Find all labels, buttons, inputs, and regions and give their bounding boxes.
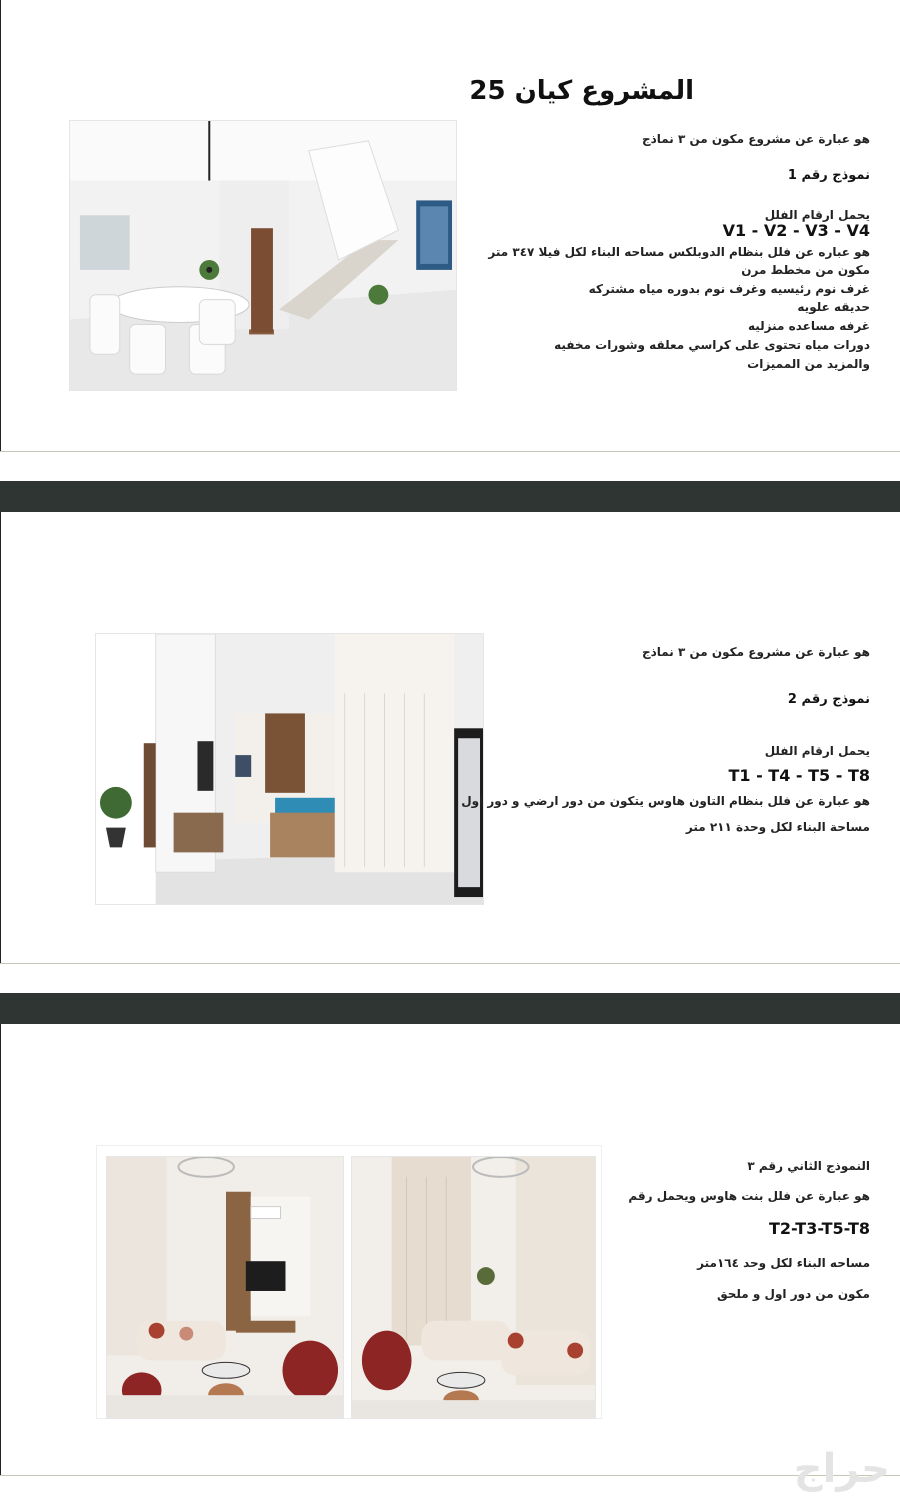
detail-line: دورات مياه تحتوى على كراسي معلقه وشورات مخفيه: [554, 338, 870, 352]
detail-line: حديقه علويه: [797, 300, 870, 314]
page-divider: [0, 451, 900, 452]
villa-codes: T2-T3-T5-T8: [768, 1219, 870, 1238]
model-number: نموذج رقم 1: [787, 168, 870, 183]
project-intro: هو عبارة عن مشروع مكون من ٣ نماذج: [641, 645, 870, 659]
page-divider: [0, 963, 900, 964]
villa-numbers-label: يحمل ارقام الفلل: [764, 744, 870, 758]
build-area: مساحه البناء لكل وحد ١٦٤متر: [697, 1256, 870, 1270]
composition: مكون من دور اول و ملحق: [716, 1287, 870, 1301]
model-description: هو عبارة عن فلل بنت هاوس ويحمل رقم: [628, 1189, 870, 1203]
detail-line: والمزيد من المميزات: [747, 357, 870, 371]
villa-codes: V1 - V2 - V3 - V4: [722, 221, 870, 240]
dining-stairs-render-image: [69, 120, 457, 391]
page-divider: [0, 1475, 900, 1476]
page-separator-band: [0, 993, 900, 1024]
detail-line: غرف نوم رئيسيه وغرف نوم بدوره مياه مشتركه: [588, 282, 870, 296]
page-edge: [0, 512, 1, 964]
detail-line: هو عباره عن فلل بنظام الدوبلكس مساحه البناء لكل فيلا ٣٤٧ متر: [488, 245, 870, 259]
model-number: نموذج رقم 2: [787, 692, 870, 707]
project-intro: هو عبارة عن مشروع مكون من ٣ نماذج: [641, 132, 870, 146]
lounge-render-left-image: [106, 1156, 344, 1419]
villa-codes: T1 - T4 - T5 - T8: [728, 766, 870, 785]
page-edge: [0, 1024, 1, 1476]
detail-line: غرفه مساعده منزليه: [748, 319, 870, 333]
page-separator-band: [0, 481, 900, 512]
lounge-renders-frame: [96, 1145, 602, 1419]
villa-numbers-label: يحمل ارقام الفلل: [764, 208, 870, 222]
living-room-render-image: [95, 633, 484, 905]
model-number: النموذج الثاني رقم ٣: [747, 1159, 870, 1173]
detail-line: مكون من مخطط مرن: [741, 263, 870, 277]
page-title: المشروع كيان 25: [469, 76, 694, 106]
watermark-logo: حراج: [793, 1446, 890, 1492]
detail-line: مساحة البناء لكل وحدة ٢١١ متر: [685, 820, 870, 834]
page-edge: [0, 0, 1, 452]
detail-line: هو عبارة عن فلل بنظام التاون هاوس يتكون من دور ارضي و دور اول: [461, 794, 870, 808]
lounge-render-right-image: [351, 1156, 596, 1419]
